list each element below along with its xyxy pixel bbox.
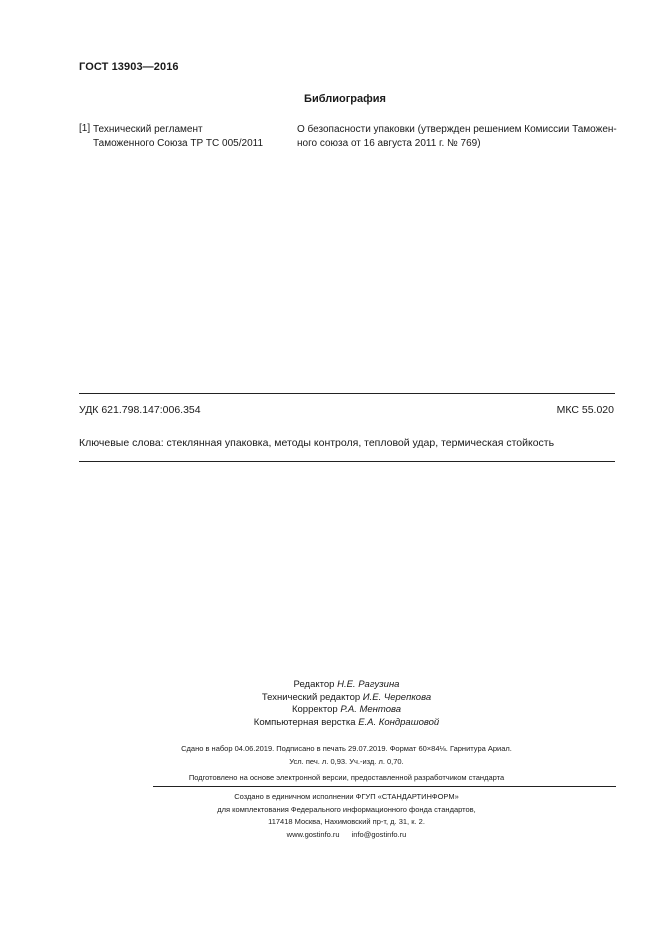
print-info: [0, 743, 661, 768]
website-text: www.gostinfo.ru: [286, 829, 340, 839]
print-info-line: Усл. печ. л. 0,93. Уч.-изд. л. 0,70.: [289, 756, 404, 766]
divider-publisher: [153, 786, 616, 787]
bibliography-entry-number: [1]: [79, 123, 91, 134]
bibliography-title: Библиография: [304, 93, 386, 105]
divider-top: [79, 393, 615, 394]
bibliography-entry-description: [297, 123, 617, 151]
credit-proofreader: Корректор Р.А. Ментова: [291, 704, 402, 715]
print-info-line: Сдано в набор 04.06.2019. Подписано в печать 29.07.2019. Формат 60×84⅛. Гарнитура Ариал.: [181, 744, 512, 753]
publisher-line: для комплектования Федерального информационного фонда стандартов,: [217, 804, 476, 814]
credit-editor: Редактор Н.Е. Рагузина: [293, 679, 400, 690]
credits-block: [0, 679, 661, 729]
contact-line: [32, 829, 661, 842]
divider-bottom: [79, 461, 615, 462]
keywords-line: Ключевые слова: стеклянная упаковка, методы контроля, тепловой удар, термическая стойкость: [79, 437, 555, 449]
mks-code: МКС 55.020: [556, 404, 614, 416]
document-code: ГОСТ 13903—2016: [79, 61, 179, 73]
prepared-note: Подготовлено на основе электронной версии, предоставленной разработчиком стандарта: [188, 773, 505, 782]
bibliography-entry-description-line: ного союза от 16 августа 2011 г. № 769): [297, 138, 481, 149]
udk-code: УДК 621.798.147:006.354: [79, 404, 201, 416]
credit-technical-editor: Технический редактор И.Е. Черепкова: [261, 691, 432, 703]
bibliography-entry-description-line: О безопасности упаковки (утвержден решением Комиссии Таможен-: [297, 124, 617, 135]
email-text: info@gostinfo.ru: [351, 829, 407, 839]
bibliography-entry-source-line: Технический регламент: [93, 124, 203, 135]
bibliography-entry-source: [93, 123, 263, 151]
bibliography-entry-source-line: Таможенного Союза ТР ТС 005/2011: [93, 138, 264, 149]
credit-layout: Компьютерная верстка Е.А. Кондрашовой: [253, 716, 440, 728]
address-block: [0, 816, 661, 841]
postal-address: 117418 Москва, Нахимовский пр-т, д. 31, к. 2.: [268, 817, 425, 826]
publisher-line: Создано в единичном исполнении ФГУП «СТАНДАРТИНФОРМ»: [234, 792, 459, 801]
publisher-info: [0, 791, 661, 816]
